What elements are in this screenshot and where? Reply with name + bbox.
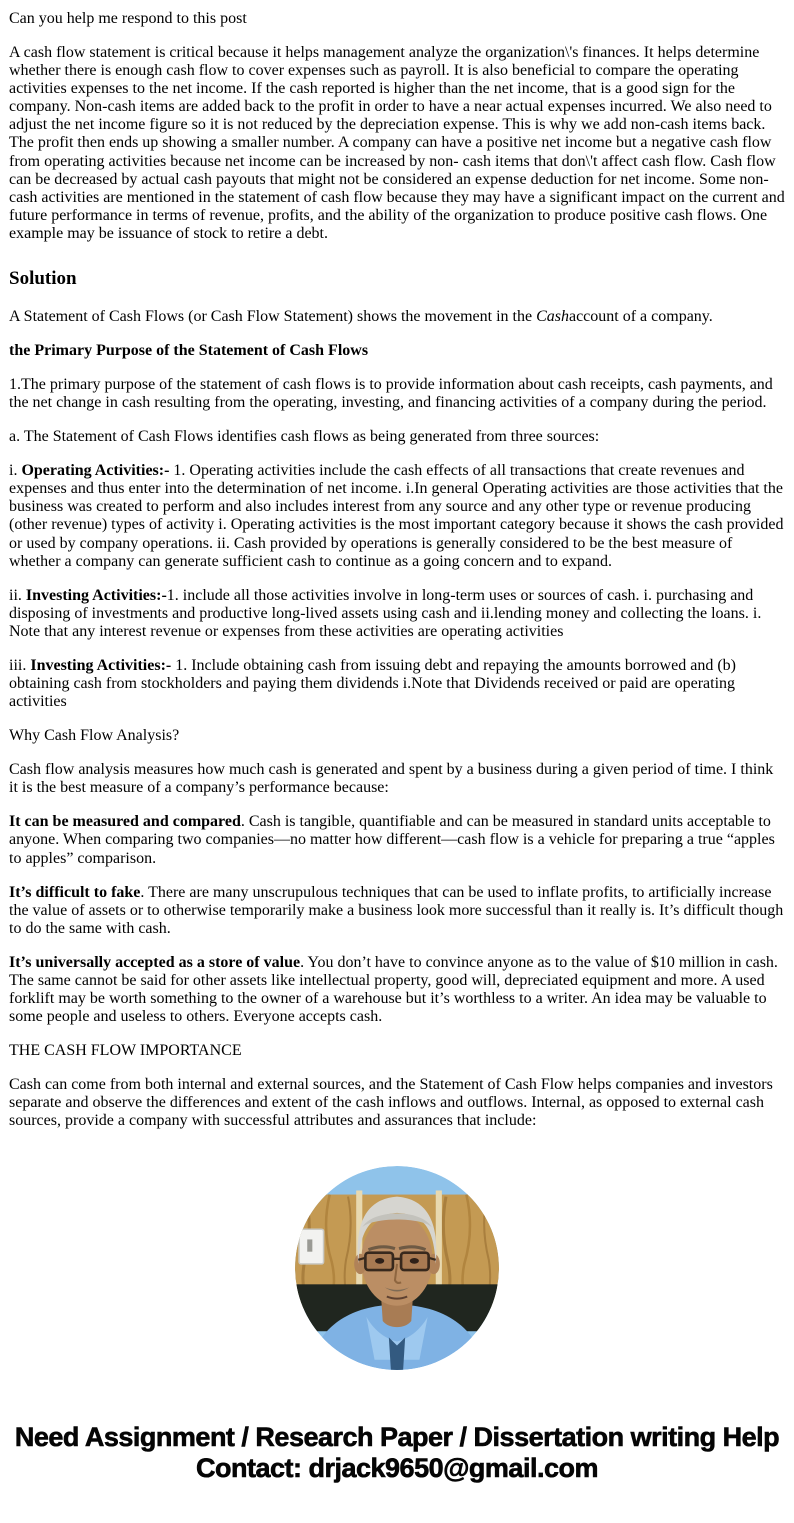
activity-financing-text: 1. Include obtaining cash from issuing debt and repaying the amounts borrowed and (b) obtaining cash from stockholders and paying them dividends i.Note that Dividends received or paid are operating activities <box>9 656 736 711</box>
tutor-photo-image <box>295 1166 499 1370</box>
purpose-paragraph: 1.The primary purpose of the statement of cash flows is to provide information about cash receipts, cash payments, and the net change in cash resulting from the operating, investing, and financing activities of a company during the period. <box>9 375 773 412</box>
solution-heading: Solution <box>9 267 77 289</box>
footer-banner <box>12 1422 782 1482</box>
activity-financing <box>9 657 785 711</box>
activity-financing-prefix: iii. <box>9 656 31 674</box>
tutor-photo <box>295 1166 499 1370</box>
importance-body: Cash can come from both internal and external sources, and the Statement of Cash Flow helps companies and investors separate and observe the differences and extent of the cash inflows and outflows. Internal, as opposed to external cash sources, provide a company with successful attributes and assurances that include: <box>9 1076 773 1130</box>
reason-measured-compared-text: . Cash is tangible, quantifiable and can be measured in standard units acceptable to anyone. When comparing two companies—no matter how different—cash flow is a vehicle for preparing a true “apples to apples” comparison. <box>9 813 775 867</box>
purpose-heading: the Primary Purpose of the Statement of Cash Flows <box>9 341 369 359</box>
statement-post-text: account of a company. <box>568 307 713 325</box>
activity-investing-prefix: ii. <box>9 586 26 604</box>
reason-store-of-value <box>9 954 785 1026</box>
reason-measured-compared-label: It can be measured and compared <box>9 813 241 831</box>
reason-store-of-value-text: . You don’t have to convince anyone as to the value of $10 million in cash. The same cannot be said for other assets like intellectual property, good will, depreciated equipment and more. A used forklift may be worth something to the owner of a warehouse but it’s worthless to a writer. An idea may be valuable to some people and useless to others. Everyone accepts cash. <box>9 953 778 1026</box>
reason-store-of-value-label: It’s universally accepted as a store of value <box>9 953 301 971</box>
activity-operating <box>9 462 785 570</box>
reason-measured-compared <box>9 813 785 867</box>
activity-investing-text: 1. include all those activities involve in long-term uses or sources of cash. i. purchasing and disposing of investments and productive long-lived assets using cash and ii.lending money and collecting the loans. i. Note that any interest revenue or expenses from these activities are operating activities <box>9 586 762 640</box>
activity-investing <box>9 587 785 641</box>
activity-investing-label: Investing Activities:- <box>25 586 167 604</box>
activity-operating-text: 1. Operating activities include the cash effects of all transactions that create revenues and expenses and thus enter into the determination of net income. i.In general Operating activities are those activities that the business was created to perform and also includes interest from any source and any other type or revenue producing (other revenue) types of activity i. Operating activities is the most important category because it shows the cash provided or used by company operations. ii. Cash provided by operations is generally considered to be the best measure of whether a company can generate sufficient cash to continue as a going concern and to expand. <box>9 462 784 570</box>
activity-financing-label: Investing Activities:- <box>30 656 172 674</box>
why-analysis-body: Cash flow analysis measures how much cash is generated and spent by a business during a given period of time. I think it is the best measure of a company’s performance because: <box>9 761 774 797</box>
statement-definition <box>9 308 785 326</box>
question-intro: Can you help me respond to this post <box>9 10 247 27</box>
statement-italic-cash: Cash <box>536 307 569 325</box>
three-sources-line: a. The Statement of Cash Flows identifies cash flows as being generated from three sources: <box>9 428 600 446</box>
activity-operating-prefix: i. <box>9 462 22 480</box>
post-body-paragraph: A cash flow statement is critical because it helps management analyze the organization\'s finances. It helps determine whether there is enough cash flow to cover expenses such as payroll. It is also beneficial to compare the operating activities expenses to the net income. If the cash reported is higher than the net income, that is a good sign for the company. Non-cash items are added back to the profit in order to have a near actual expenses incurred. We also need to adjust the net income figure so it is not reduced by the depreciation expense. This is why we add non-cash items back. The profit then ends up showing a smaller number. A company can have a positive net income but a negative cash flow from operating activities because net income can be increased by non- cash items that don\'t affect cash flow. Cash flow can be decreased by actual cash payouts that might not be considered an expense deduction for net income. Some non-cash activities are mentioned in the statement of cash flow because they may have a significant impact on the current and future performance in terms of revenue, profits, and the ability of the organization to produce positive cash flows. One example may be issuance of stock to retire a debt. <box>9 44 785 242</box>
reason-difficult-fake <box>9 884 785 938</box>
importance-heading: THE CASH FLOW IMPORTANCE <box>9 1042 242 1060</box>
statement-pre-text: A Statement of Cash Flows (or Cash Flow Statement) shows the movement in the <box>9 307 537 325</box>
why-analysis-heading: Why Cash Flow Analysis? <box>9 727 180 745</box>
activity-operating-label: Operating Activities:- <box>21 462 170 480</box>
reason-difficult-fake-label: It’s difficult to fake <box>9 883 141 901</box>
footer-help-line: Need Assignment / Research Paper / Dissertation writing Help <box>14 1422 780 1453</box>
reason-difficult-fake-text: . There are many unscrupulous techniques that can be used to inflate profits, to artificially increase the value of assets or to otherwise temporarily make a business look more successful than it really is. It’s difficult though to do the same with cash. <box>9 883 784 937</box>
footer-contact-line: Contact: drjack9650@gmail.com <box>196 1452 598 1483</box>
